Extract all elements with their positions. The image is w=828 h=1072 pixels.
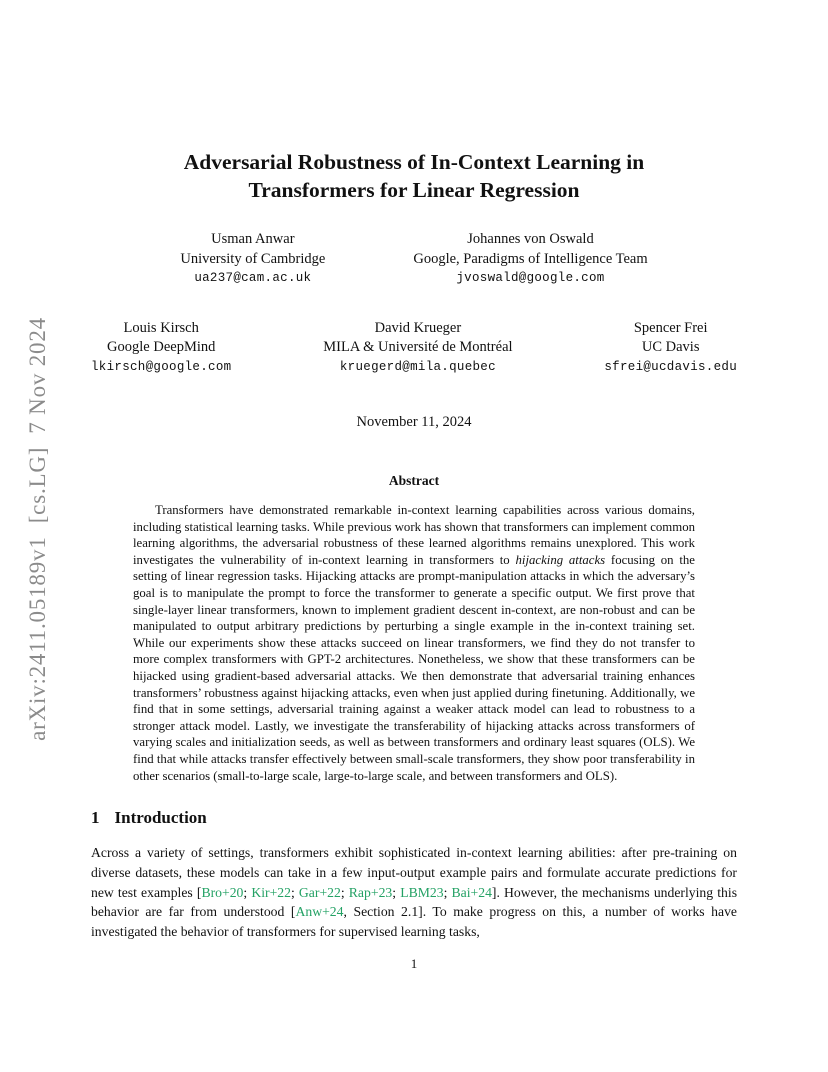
citation-link[interactable]: LBM23 <box>400 884 444 900</box>
text-segment: hijacking attacks <box>515 552 606 567</box>
text-segment: Across a variety of settings, transformers exhibit sophisticated in-context learning abilities: after pre-training on diverse datasets, these models can take in a few input-output example pairs and formulate accurate predictions for new test examples [ <box>91 845 737 900</box>
author-email: lkirsch@google.com <box>91 359 232 374</box>
text-segment: ]. However, the mechanisms underlying this behavior are far from understood [ <box>91 884 738 920</box>
author-email: ua237@cam.ac.uk <box>194 271 312 285</box>
author-block <box>91 319 231 378</box>
paper-date: November 11, 2024 <box>356 414 472 430</box>
page-number: 1 <box>410 956 418 972</box>
paper-title-line1: Adversarial Robustness of In-Context Learning in <box>183 150 645 174</box>
arxiv-watermark: arXiv:2411.05189v1 [cs.LG] 7 Nov 2024 <box>25 317 50 741</box>
text-segment: ; <box>243 884 252 900</box>
author-block <box>413 230 647 289</box>
intro-paragraph <box>91 843 737 942</box>
author-block <box>604 319 737 378</box>
author-email: sfrei@ucdavis.edu <box>604 359 737 374</box>
text-segment: ; <box>392 884 401 900</box>
citation-link[interactable]: Kir+22 <box>251 884 291 900</box>
text-segment: Transformers have demonstrated remarkable in-context learning capabilities across various domains, including statistical learning tasks. While previous work has shown that transformers can implement common learning algorithms, the adversarial robustness of these learned algorithms remains unexplored. This work investigates the vulnerability of in-context learning in transformers to <box>133 503 695 567</box>
author-block <box>323 319 512 378</box>
text-segment: ; <box>443 884 452 900</box>
author-name: Usman Anwar <box>211 231 295 247</box>
abstract-heading: Abstract <box>388 473 440 488</box>
author-email: kruegerd@mila.quebec <box>339 359 496 374</box>
author-name: Johannes von Oswald <box>467 231 594 247</box>
author-email: jvoswald@google.com <box>456 271 605 285</box>
paper-title-line2: Transformers for Linear Regression <box>248 178 580 202</box>
text-segment: ; <box>290 884 299 900</box>
author-affiliation: Google DeepMind <box>107 339 216 355</box>
author-name: David Krueger <box>374 319 462 336</box>
abstract-text <box>133 502 695 784</box>
author-affiliation: Google, Paradigms of Intelligence Team <box>413 250 648 267</box>
author-affiliation: MILA & Université de Montréal <box>323 339 513 355</box>
text-segment: focusing on the setting of linear regression tasks. Hijacking attacks are prompt-manipulation attacks in which the adversary’s goal is to manipulate the prompt to force the transformer to generate a specific output. We first prove that single-layer linear transformers, known to implement gradient descent in-context, are non-robust and can be manipulated to output arbitrary predictions by perturbing a single example in the in-context training set. While our experiments show these attacks succeed on linear transformers, we find they do not transfer to more complex transformers with GPT-2 architectures. Nonetheless, we show that these transformers can be hijacked using gradient-based adversarial attacks. We then demonstrate that adversarial training enhances transformers’ robustness against hijacking attacks, even when just applied during finetuning. Additionally, we find that in some settings, adversarial training against a weaker attack model can lead to robustness to a stronger attack model. Lastly, we investigate the transferability of hijacking attacks across transformers of varying scales and initialization seeds, as well as between transformers and ordinary least squares (OLS). We find that while attacks transfer effectively between small-scale transformers, they show poor transferability in other scenarios (small-to-large scale, large-to-large scale, and between transformers and OLS). <box>133 552 695 783</box>
author-affiliation: UC Davis <box>641 339 700 355</box>
citation-link[interactable]: Gar+22 <box>298 884 341 900</box>
citation-link[interactable]: Anw+24 <box>295 904 344 920</box>
authors-row-2 <box>91 319 737 378</box>
text-segment: , Section 2.1]. To make progress on this, a number of works have investigated the behavior of transformers for supervised learning tasks, <box>91 904 737 940</box>
citation-link[interactable]: Rap+23 <box>348 884 393 900</box>
authors-row-1 <box>0 230 828 289</box>
author-affiliation: University of Cambridge <box>180 250 326 267</box>
author-name: Spencer Frei <box>633 319 708 336</box>
author-block <box>180 230 325 289</box>
author-name: Louis Kirsch <box>123 319 199 336</box>
section-number: 1 <box>91 808 100 828</box>
section-title: Introduction <box>114 808 207 828</box>
paper-title <box>0 148 828 204</box>
citation-link[interactable]: Bro+20 <box>201 884 244 900</box>
citation-link[interactable]: Bai+24 <box>451 884 492 900</box>
section-heading-introduction <box>91 808 737 828</box>
text-segment: ; <box>340 884 349 900</box>
